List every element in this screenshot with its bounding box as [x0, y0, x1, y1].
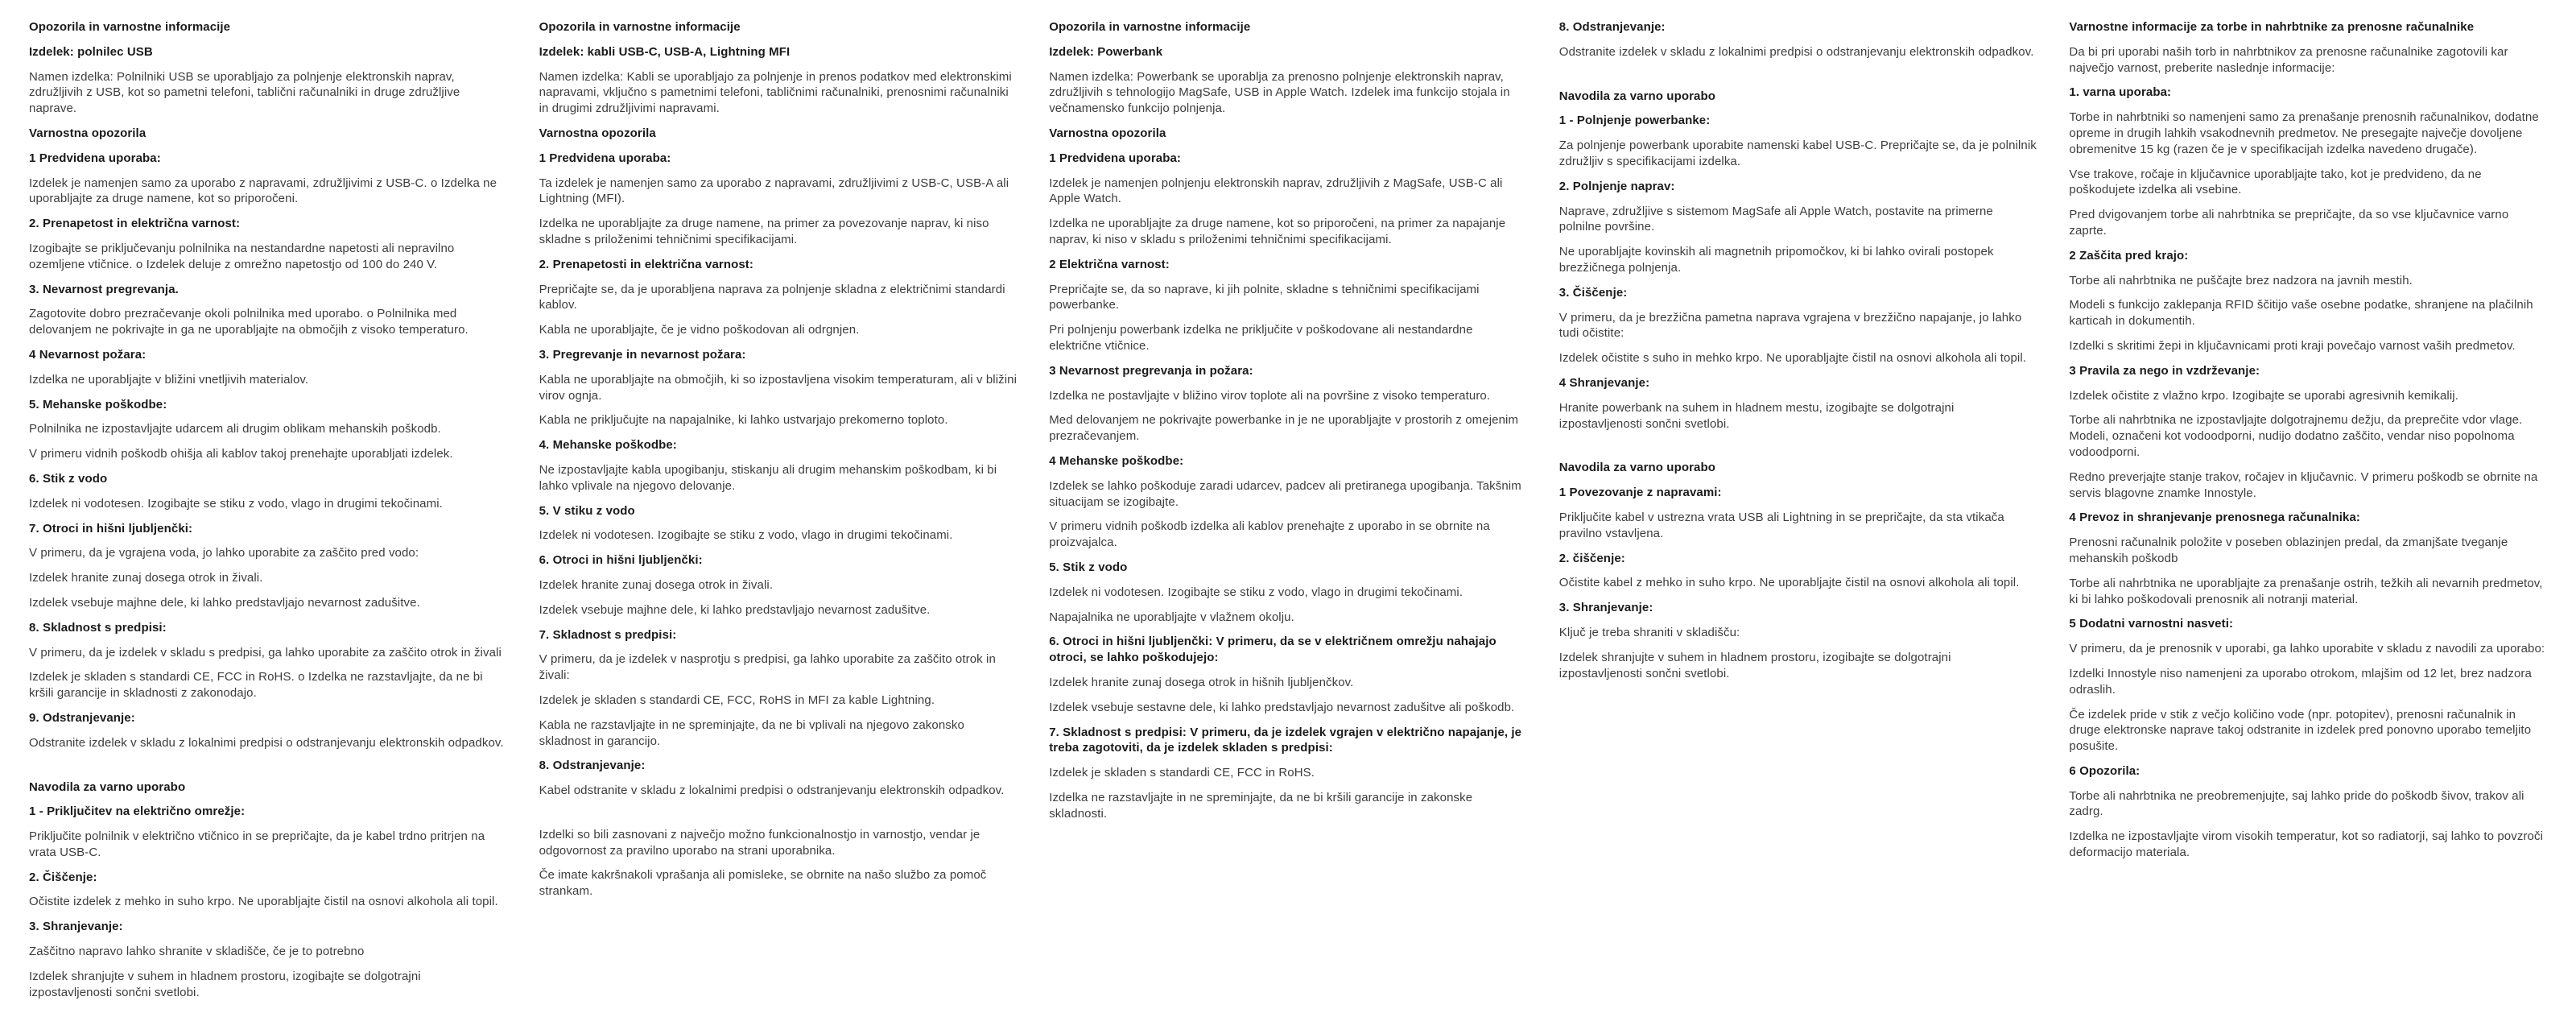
section-heading: Izdelek: kabli USB-C, USB-A, Lightning MFI [539, 44, 791, 59]
section-heading: 7. Otroci in hišni ljubljenčki: [29, 521, 193, 536]
paragraph: Izdelki Innostyle niso namenjeni za uporabo otrokom, mlajšim od 12 let, brez nadzora odraslih. [2069, 666, 2532, 697]
paragraph: Torbe ali nahrbtnika ne izpostavljajte dolgotrajnemu dežju, da preprečite vdor vlage. Modeli, označeni kot vodoodporni, nudijo dodatno zaščito, vendar niso popolnoma vodoodporni. [2069, 413, 2523, 459]
paragraph: Izdelek je namenjen samo za uporabo z napravami, združljivimi z USB-C. o Izdelka ne uporabljajte za druge namene, kot so priporočeni. [29, 176, 497, 206]
paragraph: Izdelki s skritimi žepi in ključavnicami proti kraji povečajo varnost vaših predmetov. [2069, 338, 2516, 353]
document-column-powerbank [1049, 19, 1527, 1009]
paragraph: Izdelek shranjujte v suhem in hladnem prostoru, izogibajte se dolgotrajni izpostavljenosti sončni svetlobi. [29, 969, 421, 999]
paragraph: Ne izpostavljajte kabla upogibanju, stiskanju ali drugim mehanskim poškodbam, ki bi lahko vplivale na njegovo delovanje. [539, 462, 997, 493]
section-heading: 8. Skladnost s predpisi: [29, 620, 167, 635]
section-heading: 1 Predvidena uporaba: [1049, 151, 1181, 165]
section-heading: 5 Dodatni varnostni nasveti: [2069, 617, 2234, 631]
paragraph: Če imate kakršnakoli vprašanja ali pomisleke, se obrnite na našo službo za pomoč strankam. [539, 868, 987, 899]
section-heading: 2. Prenapetost in električna varnost: [29, 217, 241, 231]
paragraph: Prenosni računalnik položite v poseben oblazinjen predal, da zmanjšate tveganje mehanskih poškodb [2069, 536, 2508, 565]
document-column-powerbank-usage [1559, 19, 2037, 1009]
section-heading: Varnostna opozorila [1049, 126, 1166, 140]
paragraph: Kabla ne uporabljajte na območjih, ki so izpostavljena visokim temperaturam, ali v bližini virov ognja. [539, 372, 1018, 403]
paragraph: V primeru vidnih poškodb izdelka ali kablov prenehajte z uporabo in se obrnite na proizvajalca. [1049, 519, 1490, 550]
section-heading: 6. Stik z vodo [29, 471, 108, 486]
paragraph: Da bi pri uporabi naših torb in nahrbtnikov za prenosne računalnike zagotovili kar največjo varnost, preberite naslednje informacije: [2069, 44, 2508, 75]
paragraph: Vse trakove, ročaje in ključavnice uporabljajte tako, kot je predvideno, da ne poškodujete izdelka ali vsebine. [2069, 167, 2482, 197]
paragraph: Zaščitno napravo lahko shranite v skladišče, če je to potrebno [29, 945, 365, 959]
paragraph: Kabla ne uporabljajte, če je vidno poškodovan ali odrgnjen. [539, 323, 860, 337]
section-heading: 1 - Priključitev na električno omrežje: [29, 804, 246, 819]
paragraph: Očistite izdelek z mehko in suho krpo. Ne uporabljajte čistil na osnovi alkohola ali topil. [29, 895, 498, 909]
paragraph: Izdelka ne uporabljajte za druge namene, kot so priporočeni, na primer za napajanje naprav, ki niso v skladu s priloženimi tehničnimi specifikacijami. [1049, 217, 1506, 246]
section-heading: 4 Shranjevanje: [1558, 375, 1650, 390]
section-heading: 1. varna uporaba: [2069, 85, 2172, 100]
section-heading: 3. Nevarnost pregrevanja. [29, 282, 179, 296]
section-heading: 7. Skladnost s predpisi: V primeru, da je izdelek vgrajen v električno napajanje, je treba zagotoviti, da je izdelek skladen s predpisi: [1049, 725, 1522, 755]
paragraph: Izogibajte se priključevanju polnilnika na nestandardne napetosti ali nepravilno ozemljene vtičnice. o Izdelek deluje z omrežno napetostjo od 100 do 240 V. [29, 241, 455, 271]
section-heading: 4 Mehanske poškodbe: [1049, 453, 1184, 468]
document-column-laptop-bags [2069, 19, 2547, 1009]
section-heading: Navodila za varno uporabo [29, 779, 186, 794]
paragraph: Očistite kabel z mehko in suho krpo. Ne uporabljajte čistil na osnovi alkohola ali topil. [1558, 576, 2020, 590]
paragraph: Zagotovite dobro prezračevanje okoli polnilnika med uporabo. o Polnilnika med delovanjem ne pokrivajte in ga ne uporabljajte na območjih z visoko temperaturo. [29, 307, 469, 337]
paragraph: Redno preverjajte stanje trakov, ročajev in ključavnic. V primeru poškodb se obrnite na servis blagovne znamke Innostyle. [2069, 469, 2538, 500]
section-heading: 5. Stik z vodo [1049, 560, 1128, 574]
paragraph: V primeru, da je vgrajena voda, jo lahko uporabite za zaščito pred vodo: [29, 546, 419, 560]
paragraph: Ključ je treba shraniti v skladišču: [1558, 625, 1740, 639]
section-heading: 1 Predvidena uporaba: [539, 151, 671, 165]
paragraph: Kabel odstranite v skladu z lokalnimi predpisi o odstranjevanju elektronskih odpadkov. [539, 784, 1005, 798]
section-heading: 4 Nevarnost požara: [29, 347, 147, 362]
spacer [539, 808, 1018, 827]
paragraph: Odstranite izdelek v skladu z lokalnimi predpisi o odstranjevanju elektronskih odpadkov. [29, 735, 504, 750]
paragraph: Izdelki so bili zasnovani z največjo možno funkcionalnostjo in varnostjo, vendar je odgovornost za pravilno uporabo na strani uporabnika. [539, 827, 980, 858]
section-heading: 6. Otroci in hišni ljubljenčki: [539, 553, 703, 568]
section-heading: 8. Odstranjevanje: [539, 759, 646, 773]
spacer [29, 760, 507, 779]
section-heading: Varnostna opozorila [29, 126, 147, 140]
paragraph: Torbe ali nahrbtnika ne puščajte brez nadzora na javnih mestih. [2069, 273, 2413, 287]
paragraph: Kabla ne priključujte na napajalnike, ki lahko ustvarjajo prekomerno toploto. [539, 413, 948, 428]
section-heading: Varnostne informacije za torbe in nahrbtnike za prenosne računalnike [2069, 20, 2475, 34]
section-heading: 3 Pravila za nego in vzdrževanje: [2069, 363, 2260, 378]
paragraph: Izdelka ne izpostavljajte virom visokih temperatur, kot so radiatorji, saj lahko to povzroči deformacijo materiala. [2069, 829, 2544, 860]
paragraph: Izdelek vsebuje majhne dele, ki lahko predstavljajo nevarnost zadušitve. [29, 595, 420, 610]
paragraph: Torbe in nahrbtniki so namenjeni samo za prenašanje prenosnih računalnikov, dodatne opreme in drugih lahkih vsakodnevnih predmetov. Ne presegajte največje dovoljene obremenitve 15 kg (razen če je v specifikacijah izdelka navedeno drugače). [2069, 110, 2539, 156]
paragraph: Med delovanjem ne pokrivajte powerbanke in je ne uporabljajte v prostorih z omejenim prezračevanjem. [1049, 413, 1519, 444]
section-heading: 1 Predvidena uporaba: [29, 151, 161, 165]
paragraph: Izdelek hranite zunaj dosega otrok in živali. [539, 577, 774, 592]
section-heading: 2. Prenapetosti in električna varnost: [539, 257, 753, 271]
paragraph: V primeru, da je prenosnik v uporabi, ga lahko uporabite v skladu z navodili za uporabo: [2069, 642, 2545, 656]
paragraph: Napajalnika ne uporabljajte v vlažnem okolju. [1049, 610, 1294, 624]
section-heading: 2. Čiščenje: [29, 870, 97, 884]
section-heading: 4 Prevoz in shranjevanje prenosnega računalnika: [2069, 511, 2360, 525]
section-heading: 8. Odstranjevanje: [1558, 20, 1666, 34]
section-heading: Opozorila in varnostne informacije [1049, 20, 1251, 34]
section-heading: 2 Zaščita pred krajo: [2069, 248, 2189, 263]
paragraph: Izdelek je skladen s standardi CE, FCC, RoHS in MFI za kable Lightning. [539, 693, 935, 707]
section-heading: Navodila za varno uporabo [1558, 461, 1716, 475]
paragraph: Izdelek vsebuje sestavne dele, ki lahko predstavljajo nevarnost zadušitve ali poškodb. [1049, 700, 1515, 714]
section-heading: 2. čiščenje: [1558, 551, 1625, 565]
paragraph: Izdelek shranjujte v suhem in hladnem prostoru, izogibajte se dolgotrajni izpostavljenosti sončni svetlobi. [1558, 650, 1951, 680]
section-heading: 7. Skladnost s predpisi: [539, 627, 677, 642]
paragraph: Torbe ali nahrbtnika ne preobremenjujte, saj lahko pride do poškodb šivov, trakov ali zadrg. [2069, 788, 2524, 819]
paragraph: Izdelek je skladen s standardi CE, FCC in RoHS. [1049, 766, 1315, 780]
paragraph: Pred dvigovanjem torbe ali nahrbtnika se prepričajte, da so vse ključavnice varno zaprte. [2069, 208, 2509, 238]
section-heading: 2 Električna varnost: [1049, 257, 1170, 271]
paragraph: Prepričajte se, da je uporabljena naprava za polnjenje skladna z električnimi standardi kablov. [539, 282, 1005, 312]
paragraph: Naprave, združljive s sistemom MagSafe ali Apple Watch, postavite na primerne polnilne površine. [1558, 204, 1993, 234]
paragraph: Kabla ne razstavljajte in ne spreminjajte, da ne bi vplivali na njegovo zakonsko skladnost in garancijo. [539, 717, 964, 748]
paragraph: V primeru, da je izdelek v skladu s predpisi, ga lahko uporabite za zaščito otrok in živali [29, 645, 502, 660]
section-heading: 3. Pregrevanje in nevarnost požara: [539, 347, 746, 362]
paragraph: Izdelka ne uporabljajte v bližini vnetljivih materialov. [29, 372, 309, 387]
paragraph: Ne uporabljajte kovinskih ali magnetnih pripomočkov, ki bi lahko ovirali postopek brezžičnega polnjenja. [1558, 245, 1994, 275]
section-heading: 5. Mehanske poškodbe: [29, 397, 167, 411]
paragraph: Pri polnjenju powerbank izdelka ne priključite v poškodovane ali nestandardne električne vtičnice. [1049, 323, 1473, 353]
paragraph: Izdelek očistite s suho in mehko krpo. Ne uporabljajte čistil na osnovi alkohola ali topil. [1558, 351, 2027, 366]
paragraph: Polnilnika ne izpostavljajte udarcem ali drugim oblikam mehanskih poškodb. [29, 422, 441, 436]
paragraph: Priključite polnilnik v električno vtičnico in se prepričajte, da je kabel trdno pritrjen na vrata USB-C. [29, 829, 485, 859]
paragraph: Izdelek se lahko poškoduje zaradi udarcev, padcev ali pretiranega upogibanja. Takšnim situacijam se izogibajte. [1049, 478, 1521, 509]
paragraph: Ta izdelek je namenjen samo za uporabo z napravami, združljivimi z USB-C, USB-A ali Lightning (MFI). [539, 176, 1009, 206]
paragraph: Izdelka ne uporabljajte za druge namene, na primer za povezovanje naprav, ki niso skladne s priloženimi tehničnimi specifikacijami. [539, 217, 989, 246]
paragraph: Izdelek je skladen s standardi CE, FCC in RoHS. o Izdelka ne razstavljajte, da ne bi kršili garancije in skladnosti z zakonodajo. [29, 670, 483, 701]
spacer [1559, 69, 2037, 89]
section-heading: Opozorila in varnostne informacije [539, 20, 741, 34]
section-heading: 3. Shranjevanje: [1558, 601, 1653, 615]
paragraph: Izdelek ni vodotesen. Izogibajte se stiku z vodo, vlago in drugimi tekočinami. [539, 528, 953, 543]
section-heading: Opozorila in varnostne informacije [29, 20, 231, 34]
paragraph: Prepričajte se, da so naprave, ki jih polnite, skladne s tehničnimi specifikacijami powerbanke. [1049, 282, 1480, 312]
section-heading: 1 - Polnjenje powerbanke: [1558, 114, 1711, 128]
paragraph: Modeli s funkcijo zaklepanja RFID ščitijo vaše osebne podatke, shranjene na plačilnih karticah in dokumentih. [2069, 298, 2533, 329]
section-heading: 6 Opozorila: [2069, 763, 2140, 778]
paragraph: Izdelek očistite z vlažno krpo. Izogibajte se uporabi agresivnih kemikalij. [2069, 388, 2458, 403]
paragraph: Izdelek ni vodotesen. Izogibajte se stiku z vodo, vlago in drugimi tekočinami. [1049, 585, 1463, 599]
paragraph: Izdelka ne razstavljajte in ne spreminjajte, da ne bi kršili garancije in zakonske skladnosti. [1049, 790, 1473, 821]
paragraph: Izdelka ne postavljajte v bližino virov toplote ali na površine z visoko temperaturo. [1049, 388, 1491, 403]
paragraph: Namen izdelka: Kabli se uporabljajo za polnjenje in prenos podatkov med elektronskimi napravami, vključno s pametnimi telefoni, tabličnimi računalniki, prenosnimi računalniki in drugimi združljivimi napravami. [539, 69, 1012, 116]
section-heading: 3. Shranjevanje: [29, 920, 123, 934]
paragraph: Namen izdelka: Polnilniki USB se uporabljajo za polnjenje elektronskih naprav, združljivih z USB, kot so pametni telefoni, tablični računalniki in druge združljive naprave. [29, 69, 460, 116]
section-heading: Navodila za varno uporabo [1558, 89, 1716, 103]
section-heading: Izdelek: polnilec USB [29, 44, 153, 59]
section-heading: Varnostna opozorila [539, 126, 656, 140]
paragraph: Izdelek hranite zunaj dosega otrok in živali. [29, 571, 263, 585]
paragraph: V primeru, da je izdelek v nasprotju s predpisi, ga lahko uporabite za zaščito otrok in živali: [539, 652, 996, 683]
paragraph: V primeru vidnih poškodb ohišja ali kablov takoj prenehajte uporabljati izdelek. [29, 447, 453, 461]
section-heading: 3. Čiščenje: [1558, 285, 1628, 300]
paragraph: Namen izdelka: Powerbank se uporablja za prenosno polnjenje elektronskih naprav, združljivih s tehnologijo MagSafe, USB in Apple Watch. Izdelek ima funkcijo stojala in večnamensko funkcijo polnjenja. [1049, 69, 1510, 116]
section-heading: 3 Nevarnost pregrevanja in požara: [1049, 363, 1253, 378]
section-heading: 4. Mehanske poškodbe: [539, 438, 677, 453]
section-heading: 2. Polnjenje naprav: [1558, 179, 1675, 193]
section-heading: 6. Otroci in hišni ljubljenčki: V primeru, da se v električnem omrežju nahajajo otroci, se lahko poškodujejo: [1049, 635, 1496, 665]
paragraph: Izdelek je namenjen polnjenju elektronskih naprav, združljivih z MagSafe, USB-C ali Apple Watch. [1049, 176, 1503, 206]
paragraph: Torbe ali nahrbtnika ne uporabljajte za prenašanje ostrih, težkih ali nevarnih predmetov, ki bi lahko poškodovali prenosnik ali notranji material. [2069, 576, 2543, 606]
paragraph: Odstranite izdelek v skladu z lokalnimi predpisi o odstranjevanju elektronskih odpadkov. [1558, 44, 2034, 59]
paragraph: Priključite kabel v ustrezna vrata USB ali Lightning in se prepričajte, da sta vtikača pravilno vstavljena. [1558, 510, 2004, 540]
paragraph: Za polnjenje powerbank uporabite namenski kabel USB-C. Prepričajte se, da je polnilnik združljiv s specifikacijami izdelka. [1558, 139, 2037, 168]
paragraph: Izdelek vsebuje majhne dele, ki lahko predstavljajo nevarnost zadušitve. [539, 602, 931, 617]
section-heading: 9. Odstranjevanje: [29, 710, 135, 725]
paragraph: Hranite powerbank na suhem in hladnem mestu, izogibajte se dolgotrajni izpostavljenosti sončni svetlobi. [1558, 400, 1955, 431]
section-heading: 5. V stiku z vodo [539, 503, 635, 518]
section-heading: 1 Povezovanje z napravami: [1558, 486, 1722, 500]
section-heading: Izdelek: Powerbank [1049, 44, 1163, 59]
paragraph: Izdelek hranite zunaj dosega otrok in hišnih ljubljenčkov. [1049, 675, 1354, 689]
document-column-usb-charger [29, 19, 507, 1009]
spacer [1559, 440, 2037, 460]
paragraph: V primeru, da je brezžična pametna naprava vgrajena v brezžično napajanje, jo lahko tudi očistite: [1558, 310, 2022, 341]
paragraph: Če izdelek pride v stik z večjo količino vode (npr. potopitev), prenosni računalnik in druge elektronske naprave takoj odstranite in izdelek pred ponovno uporabo temeljito posušite. [2069, 707, 2532, 754]
paragraph: Izdelek ni vodotesen. Izogibajte se stiku z vodo, vlago in drugimi tekočinami. [29, 496, 443, 511]
document-column-cables [539, 19, 1018, 1009]
